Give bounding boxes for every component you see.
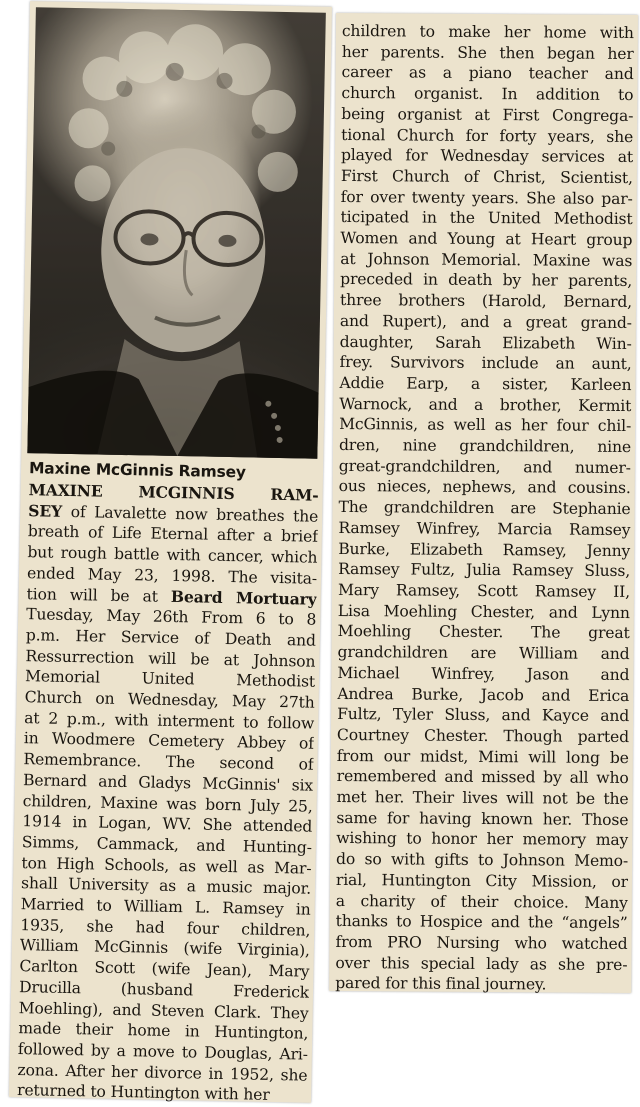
text-segment: pared for this final journey. xyxy=(335,974,547,994)
text-segment: William McGinnis (wife Virginia), xyxy=(19,936,311,961)
text-segment: and Rupert), and a great grand- xyxy=(339,311,632,332)
text-segment: a charity of their choice. Many xyxy=(335,891,628,912)
text-segment: at 2 p.m., with interment to follow xyxy=(24,708,315,733)
text-line xyxy=(337,683,629,706)
bold-text: SEY xyxy=(28,500,63,521)
text-segment: met her. Their lives will not be the xyxy=(336,787,629,809)
clipping-left-column xyxy=(9,1,332,1103)
text-line xyxy=(341,145,633,168)
text-segment: followed by a move to Douglas, Ari- xyxy=(17,1040,309,1064)
text-line xyxy=(340,269,632,292)
text-segment: same for having known her. Those xyxy=(336,808,629,829)
text-segment: played for Wednesday services at xyxy=(340,146,634,167)
text-line xyxy=(339,394,631,417)
text-line xyxy=(338,518,630,541)
text-line xyxy=(338,559,630,582)
text-segment: First Church of Christ, Scientist, xyxy=(340,166,633,187)
text-segment: grandchildren are William and xyxy=(337,643,630,664)
text-segment: being organist at First Congrega- xyxy=(341,104,634,125)
text-segment: her parents. She then began her xyxy=(341,42,634,63)
text-segment: Memorial United Methodist xyxy=(24,667,316,692)
text-line xyxy=(338,621,630,644)
text-segment: zona. After her divorce in 1952, she xyxy=(17,1060,308,1085)
text-segment: Fultz, Tyler Sluss, and Kayce and xyxy=(337,705,630,726)
text-segment: tional Church for forty years, she xyxy=(341,125,634,146)
text-line xyxy=(336,808,628,831)
bold-text: MAXINE MCGINNIS RAM- xyxy=(28,480,319,505)
text-segment: shall University as a music major. xyxy=(20,874,312,899)
obituary-text-right xyxy=(335,21,634,996)
text-line xyxy=(338,580,630,603)
text-line xyxy=(339,435,631,458)
text-segment: do so with gifts to Johnson Memo- xyxy=(336,850,629,871)
text-segment: from PRO Nursing who watched xyxy=(335,932,628,953)
text-segment: Married to William L. Ramsey in xyxy=(20,895,311,919)
text-segment: remembered and missed by all who xyxy=(336,767,629,788)
text-segment: children to make her home with xyxy=(341,21,634,43)
text-segment: Ramsey Winfrey, Marcia Ramsey xyxy=(338,518,631,539)
text-line xyxy=(339,476,631,499)
text-segment: Simms, Cammack, and Hunting- xyxy=(21,833,313,857)
text-line xyxy=(335,932,627,955)
text-segment: Warnock, and a brother, Kermit xyxy=(339,394,632,415)
text-segment: of Lavalette now breathes the xyxy=(61,502,319,526)
text-segment: Church on Wednesday, May 27th xyxy=(24,688,315,712)
text-segment: wishing to honor her memory may xyxy=(336,829,629,850)
text-line xyxy=(339,352,631,375)
text-line xyxy=(338,601,630,624)
text-line xyxy=(340,228,632,251)
text-line xyxy=(337,704,629,727)
text-segment: The grandchildren are Stephanie xyxy=(338,498,631,519)
text-segment: Andrea Burke, Jacob and Erica xyxy=(337,684,630,705)
text-segment: Women and Young at Heart group xyxy=(340,229,633,250)
text-segment: Burke, Elizabeth Ramsey, Jenny xyxy=(338,539,631,560)
text-segment: Ramsey Fultz, Julia Ramsey Sluss, xyxy=(338,560,631,581)
text-line xyxy=(341,166,633,189)
text-line xyxy=(336,828,628,851)
text-segment: at Johnson Memorial. Maxine was xyxy=(340,249,633,270)
text-line xyxy=(337,746,629,769)
text-line xyxy=(336,890,628,913)
text-segment: Tuesday, May 26th From 6 to 8 xyxy=(26,605,317,629)
text-line xyxy=(340,249,632,272)
obituary-text-left xyxy=(17,480,319,1107)
bold-text: Beard Mortuary xyxy=(170,586,317,609)
text-line xyxy=(341,125,633,148)
text-segment: Moehling), and Steven Clark. They xyxy=(18,998,309,1023)
text-segment: three brothers (Harold, Bernard, xyxy=(339,291,633,312)
text-segment: ended May 23, 1998. The visita- xyxy=(26,563,318,588)
text-line xyxy=(336,849,628,872)
text-segment: Carlton Scott (wife Jean), Mary xyxy=(19,957,310,981)
text-line xyxy=(339,373,631,396)
text-line xyxy=(341,104,633,127)
text-segment: but rough battle with cancer, which xyxy=(27,543,318,567)
text-line xyxy=(342,42,634,65)
text-segment: dren, nine grandchildren, nine xyxy=(338,436,632,457)
text-segment: over this special lady as she pre- xyxy=(335,953,628,974)
text-segment: made their home in Huntington, xyxy=(18,1019,309,1043)
portrait-photo xyxy=(27,7,326,458)
text-segment: Mary Ramsey, Scott Ramsey II, xyxy=(337,580,631,601)
text-line xyxy=(335,953,627,976)
photo-caption: Maxine McGinnis Ramsey xyxy=(28,459,246,482)
text-segment: preceded in death by her parents, xyxy=(340,270,633,291)
text-line xyxy=(337,766,629,789)
text-segment: tion will be at xyxy=(26,584,172,606)
text-line xyxy=(341,187,633,210)
text-line xyxy=(339,456,631,479)
text-segment: thanks to Hospice and the “angels” xyxy=(335,912,628,933)
text-segment: ton High Schools, as well as Mar- xyxy=(21,853,312,878)
text-segment: returned to Huntington with her xyxy=(16,1081,270,1105)
text-line xyxy=(336,787,628,810)
text-line xyxy=(340,332,632,355)
text-segment: ous nieces, nephews, and cousins. xyxy=(338,477,631,498)
text-segment: career as a piano teacher and xyxy=(341,63,634,84)
portrait-sketch xyxy=(27,7,326,458)
text-segment: 1935, she had four children, xyxy=(20,915,311,940)
text-line xyxy=(340,311,632,334)
text-segment: breath of Life Eternal after a brief xyxy=(27,522,318,547)
text-line xyxy=(337,663,629,686)
text-segment: frey. Survivors include an aunt, xyxy=(339,353,632,374)
text-line xyxy=(17,1080,307,1106)
text-segment: Michael Winfrey, Jason and xyxy=(337,663,630,684)
text-line xyxy=(338,497,630,520)
text-line xyxy=(337,725,629,748)
text-line xyxy=(338,539,630,562)
text-line xyxy=(341,83,633,106)
text-segment: from our midst, Mimi will long be xyxy=(336,746,629,767)
text-segment: Remembrance. The second of xyxy=(23,750,314,774)
text-segment: great-grandchildren, and numer- xyxy=(338,456,631,477)
text-segment: Courtney Chester. Though parted xyxy=(336,725,630,746)
text-line xyxy=(341,207,633,230)
text-segment: children, Maxine was born July 25, xyxy=(22,791,313,816)
text-line xyxy=(342,62,634,85)
text-segment: 1914 in Logan, WV. She attended xyxy=(22,812,313,836)
text-segment: Addie Earp, a sister, Karleen xyxy=(339,373,632,394)
text-line xyxy=(340,290,632,313)
text-segment: daughter, Sarah Elizabeth Win- xyxy=(339,332,632,353)
clipping-right-column xyxy=(329,13,638,993)
text-line xyxy=(337,642,629,665)
text-line xyxy=(336,911,628,934)
text-segment: in Woodmere Cemetery Abbey of xyxy=(23,729,314,754)
text-segment: ticipated in the United Methodist xyxy=(340,208,633,229)
text-segment: Bernard and Gladys McGinnis' six xyxy=(22,770,314,795)
text-line xyxy=(342,21,634,44)
text-segment: Ressurrection will be at Johnson xyxy=(25,646,316,671)
text-segment: McGinnis, as well as her four chil- xyxy=(339,415,632,436)
text-segment: Drucilla (husband Frederick xyxy=(18,977,310,1002)
text-segment: Moehling Chester. The great xyxy=(337,622,630,643)
text-line xyxy=(339,414,631,437)
text-segment: for over twenty years. She also par- xyxy=(340,187,633,208)
text-segment: Lisa Moehling Chester, and Lynn xyxy=(337,601,630,622)
text-line xyxy=(336,870,628,893)
text-segment: p.m. Her Service of Death and xyxy=(25,626,316,650)
text-line xyxy=(335,973,627,996)
text-segment: church organist. In addition to xyxy=(341,84,634,105)
text-segment: rial, Huntington City Mission, or xyxy=(335,870,629,891)
